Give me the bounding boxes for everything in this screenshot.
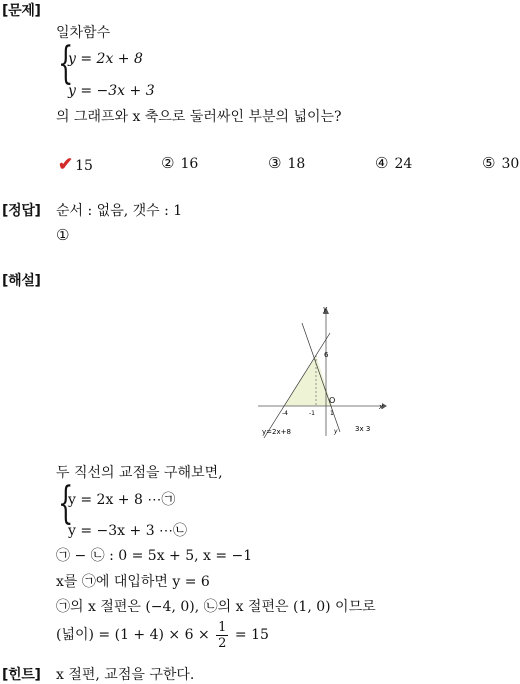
- problem-intro: 일차함수: [56, 25, 111, 41]
- choice-number: ②: [161, 154, 175, 172]
- triangle-region: [284, 355, 332, 406]
- choice-5[interactable]: [482, 154, 519, 172]
- choice-value: 16: [180, 156, 199, 172]
- solution-line-2: ㉠ − ㉡ : 0 = 5x + 5, x = −1: [56, 548, 253, 564]
- problem-question: 의 그래프와 x 축으로 둘러싸인 부분의 넓이는?: [56, 109, 342, 125]
- line2-label-b: 3x 3: [355, 425, 371, 433]
- choice-value: 24: [394, 156, 413, 172]
- hint-text: x 절편, 교점을 구한다.: [56, 667, 195, 683]
- line2-label-a: y: [334, 428, 338, 435]
- answer-value: ①: [56, 226, 70, 244]
- problem-brace: {: [58, 38, 74, 89]
- solution-equation-1: y = 2x + 8 ⋯㉠: [68, 492, 176, 508]
- label-neg4: -4: [282, 410, 288, 417]
- area-expression: (넓이) = (1 + 4) × 6 ×: [56, 627, 210, 643]
- one-half-fraction: [216, 620, 228, 651]
- solution-brace: {: [58, 478, 74, 529]
- area-result: = 15: [234, 627, 269, 643]
- choice-1[interactable]: [58, 154, 93, 175]
- solution-line-1: 두 직선의 교점을 구해보면,: [56, 465, 223, 481]
- check-mark-icon: ✔: [58, 154, 74, 175]
- choice-number: ③: [268, 154, 282, 172]
- y-axis-label: y: [323, 305, 328, 313]
- answer-summary: 순서 : 없음, 갯수 : 1: [56, 203, 183, 219]
- solution-line-3: x를 ㉠에 대입하면 y = 6: [56, 574, 210, 590]
- label-neg1: -1: [309, 410, 315, 417]
- solution-equation-2: y = −3x + 3 ⋯㉡: [68, 523, 188, 539]
- choice-value: 30: [501, 156, 520, 172]
- choice-number: ④: [375, 154, 389, 172]
- answer-section-label: [정답]: [2, 203, 41, 219]
- problem-equation-2: y = −3x + 3: [68, 83, 155, 99]
- hint-section-label: [힌트]: [2, 667, 41, 683]
- solution-line-5: [56, 618, 269, 652]
- choice-value: 15: [75, 158, 93, 174]
- choice-number: ⑤: [482, 154, 496, 172]
- line1-label: y=2x+8: [262, 428, 291, 436]
- explanation-section-label: [해설]: [2, 273, 41, 289]
- x-axis-label: x: [379, 403, 384, 411]
- choice-3[interactable]: [268, 154, 305, 172]
- label-6: 6: [324, 351, 329, 359]
- problem-section-label: [문제]: [2, 3, 41, 19]
- choice-value: 18: [287, 156, 306, 172]
- fraction-denominator: 2: [218, 635, 227, 651]
- solution-line-4: ㉠의 x 절편은 (−4, 0), ㉡의 x 절편은 (1, 0) 이므로: [56, 599, 376, 615]
- origin-label: O: [329, 396, 336, 405]
- choice-2[interactable]: [161, 154, 198, 172]
- fraction-numerator: 1: [218, 619, 227, 635]
- problem-equation-1: y = 2x + 8: [68, 51, 143, 67]
- choice-4[interactable]: [375, 154, 412, 172]
- label-1: 1: [330, 410, 334, 417]
- graph-figure: [250, 300, 390, 440]
